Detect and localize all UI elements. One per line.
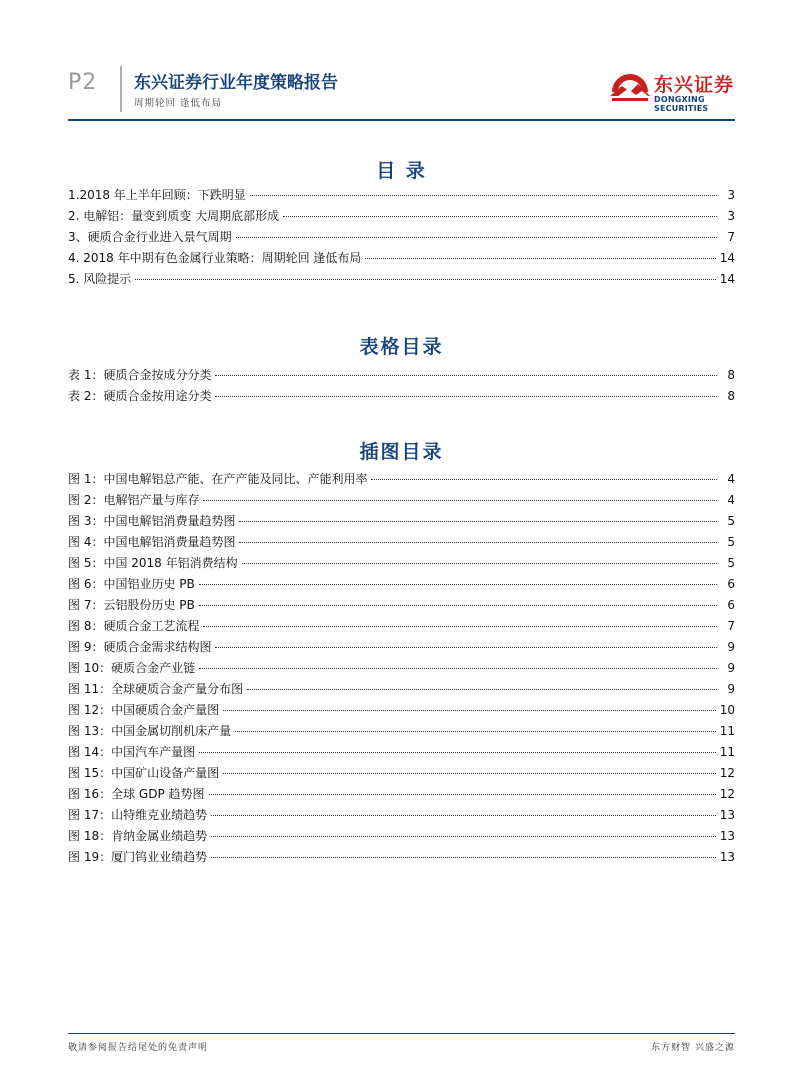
- figure-toc-entry-label: 图 17：山特维克业绩趋势: [68, 808, 208, 822]
- figure-toc-entry-label: 图 5：中国 2018 年铝消费结构: [68, 556, 238, 570]
- toc-entry-label: 2. 电解铝：量变到质变 大周期底部形成: [68, 209, 280, 223]
- figure-toc-entry-page: 11: [719, 745, 735, 759]
- figure-toc-entry-page: 13: [719, 808, 735, 822]
- figure-toc-entry-label: 图 8：硬质合金工艺流程: [68, 619, 200, 633]
- figure-toc-entry[interactable]: [68, 764, 735, 785]
- figure-toc-entry-page: 5: [727, 535, 735, 549]
- figure-toc-entry[interactable]: [68, 680, 735, 701]
- dot-leader: [215, 396, 717, 397]
- tables-toc-list: [68, 366, 735, 408]
- figure-toc-entry[interactable]: [68, 617, 735, 638]
- table-toc-entry-page: 8: [727, 389, 735, 403]
- figure-toc-entry-page: 4: [727, 493, 735, 507]
- figure-toc-entry[interactable]: [68, 512, 735, 533]
- page-number: P2: [68, 70, 98, 95]
- figure-toc-entry-page: 5: [727, 556, 735, 570]
- dot-leader: [247, 689, 717, 690]
- figures-toc-title: 插图目录: [359, 441, 444, 463]
- dot-leader: [135, 279, 715, 280]
- dot-leader: [215, 375, 717, 376]
- figure-toc-entry-label: 图 1：中国电解铝总产能、在产产能及同比、产能利用率: [68, 472, 368, 486]
- table-toc-entry-label: 表 2：硬质合金按用途分类: [68, 389, 212, 403]
- tables-toc-title: 表格目录: [359, 336, 444, 358]
- toc-entry-page: 14: [719, 251, 735, 265]
- dot-leader: [199, 584, 717, 585]
- figure-toc-entry[interactable]: [68, 827, 735, 848]
- dot-leader: [365, 258, 715, 259]
- dot-leader: [250, 195, 717, 196]
- figure-toc-entry-page: 13: [719, 829, 735, 843]
- table-toc-entry-page: 8: [727, 368, 735, 382]
- report-title: 东兴证券行业年度策略报告: [134, 73, 338, 93]
- dot-leader: [242, 563, 717, 564]
- figure-toc-entry[interactable]: [68, 806, 735, 827]
- toc-entry[interactable]: [68, 207, 735, 228]
- toc-entry-label: 4. 2018 年中期有色金属行业策略：周期轮回 逢低布局: [68, 251, 362, 265]
- figure-toc-entry-page: 6: [727, 598, 735, 612]
- dot-leader: [209, 794, 716, 795]
- figure-toc-entry-page: 9: [727, 682, 735, 696]
- page-header: [0, 0, 800, 122]
- table-toc-entry[interactable]: [68, 387, 735, 408]
- footer-rule: [68, 1033, 735, 1034]
- figure-toc-entry-page: 6: [727, 577, 735, 591]
- toc-list: [68, 186, 735, 291]
- figure-toc-entry-label: 图 3：中国电解铝消费量趋势图: [68, 514, 236, 528]
- figure-toc-entry[interactable]: [68, 659, 735, 680]
- figure-toc-entry[interactable]: [68, 638, 735, 659]
- dot-leader: [283, 216, 717, 217]
- figure-toc-entry-label: 图 13：中国金属切削机床产量: [68, 724, 232, 738]
- dot-leader: [211, 857, 716, 858]
- toc-entry-page: 3: [727, 188, 735, 202]
- figure-toc-entry[interactable]: [68, 491, 735, 512]
- figure-toc-entry-label: 图 16：全球 GDP 趋势图: [68, 787, 205, 801]
- figure-toc-entry-page: 4: [727, 472, 735, 486]
- figure-toc-entry[interactable]: [68, 470, 735, 491]
- dot-leader: [236, 237, 717, 238]
- figure-toc-entry-label: 图 7：云铝股份历史 PB: [68, 598, 195, 612]
- figure-toc-entry-page: 11: [719, 724, 735, 738]
- dot-leader: [211, 836, 716, 837]
- dot-leader: [199, 668, 717, 669]
- toc-entry-page: 7: [727, 230, 735, 244]
- toc-entry[interactable]: [68, 228, 735, 249]
- dot-leader: [239, 542, 717, 543]
- figure-toc-entry-label: 图 4：中国电解铝消费量趋势图: [68, 535, 236, 549]
- figure-toc-entry[interactable]: [68, 575, 735, 596]
- dot-leader: [371, 479, 717, 480]
- header-divider: [120, 66, 122, 112]
- report-subtitle: 周期轮回 逢低布局: [134, 98, 223, 109]
- figure-toc-entry-page: 7: [727, 619, 735, 633]
- toc-entry-label: 5. 风险提示: [68, 272, 132, 286]
- figure-toc-entry[interactable]: [68, 533, 735, 554]
- toc-entry-label: 3、硬质合金行业进入景气周期: [68, 230, 232, 244]
- figure-toc-entry[interactable]: [68, 596, 735, 617]
- toc-entry[interactable]: [68, 270, 735, 291]
- dot-leader: [223, 710, 716, 711]
- footer-disclaimer: 敬请参阅报告结尾处的免责声明: [68, 1043, 209, 1053]
- dot-leader: [199, 605, 717, 606]
- figure-toc-entry-page: 9: [727, 661, 735, 675]
- figure-toc-entry[interactable]: [68, 785, 735, 806]
- figures-toc-list: [68, 470, 735, 869]
- figure-toc-entry-label: 图 9：硬质合金需求结构图: [68, 640, 212, 654]
- figure-toc-entry-label: 图 15：中国矿山设备产量图: [68, 766, 220, 780]
- figure-toc-entry-label: 图 19：厦门钨业业绩趋势: [68, 850, 208, 864]
- figure-toc-entry-label: 图 2：电解铝产量与库存: [68, 493, 200, 507]
- figure-toc-entry-page: 10: [719, 703, 735, 717]
- table-toc-entry[interactable]: [68, 366, 735, 387]
- dot-leader: [211, 815, 716, 816]
- dot-leader: [199, 752, 716, 753]
- figure-toc-entry[interactable]: [68, 848, 735, 869]
- figure-toc-entry-label: 图 14：中国汽车产量图: [68, 745, 196, 759]
- figure-toc-entry-label: 图 18：肯纳金属业绩趋势: [68, 829, 208, 843]
- toc-entry-page: 14: [719, 272, 735, 286]
- footer-slogan: 东方财智 兴盛之源: [651, 1043, 735, 1053]
- figure-toc-entry-page: 12: [719, 787, 735, 801]
- toc-entry-page: 3: [727, 209, 735, 223]
- toc-entry[interactable]: [68, 249, 735, 270]
- dot-leader: [239, 521, 717, 522]
- logo-text-en: DONGXING SECURITIES: [654, 95, 709, 113]
- figure-toc-entry[interactable]: [68, 701, 735, 722]
- figure-toc-entry-label: 图 12：中国硬质合金产量图: [68, 703, 220, 717]
- dot-leader: [223, 773, 716, 774]
- dot-leader: [235, 731, 716, 732]
- dot-leader: [203, 500, 717, 501]
- header-rule: [68, 119, 735, 121]
- dongxing-logo-icon: [608, 66, 652, 106]
- table-toc-entry-label: 表 1：硬质合金按成分分类: [68, 368, 212, 382]
- figure-toc-entry-page: 13: [719, 850, 735, 864]
- toc-title: 目 录: [376, 160, 427, 182]
- toc-entry-label: 1.2018 年上半年回顾：下跌明显: [68, 188, 246, 202]
- figure-toc-entry[interactable]: [68, 554, 735, 575]
- figure-toc-entry-page: 12: [719, 766, 735, 780]
- figure-toc-entry[interactable]: [68, 743, 735, 764]
- toc-entry[interactable]: [68, 186, 735, 207]
- figure-toc-entry-page: 5: [727, 514, 735, 528]
- dot-leader: [203, 626, 717, 627]
- figure-toc-entry[interactable]: [68, 722, 735, 743]
- figure-toc-entry-label: 图 6：中国铝业历史 PB: [68, 577, 195, 591]
- company-logo: [608, 66, 738, 113]
- dot-leader: [215, 647, 717, 648]
- figure-toc-entry-label: 图 10：硬质合金产业链: [68, 661, 196, 675]
- figure-toc-entry-label: 图 11：全球硬质合金产量分布图: [68, 682, 244, 696]
- figure-toc-entry-page: 9: [727, 640, 735, 654]
- logo-text-cn: 东兴证券: [654, 74, 735, 96]
